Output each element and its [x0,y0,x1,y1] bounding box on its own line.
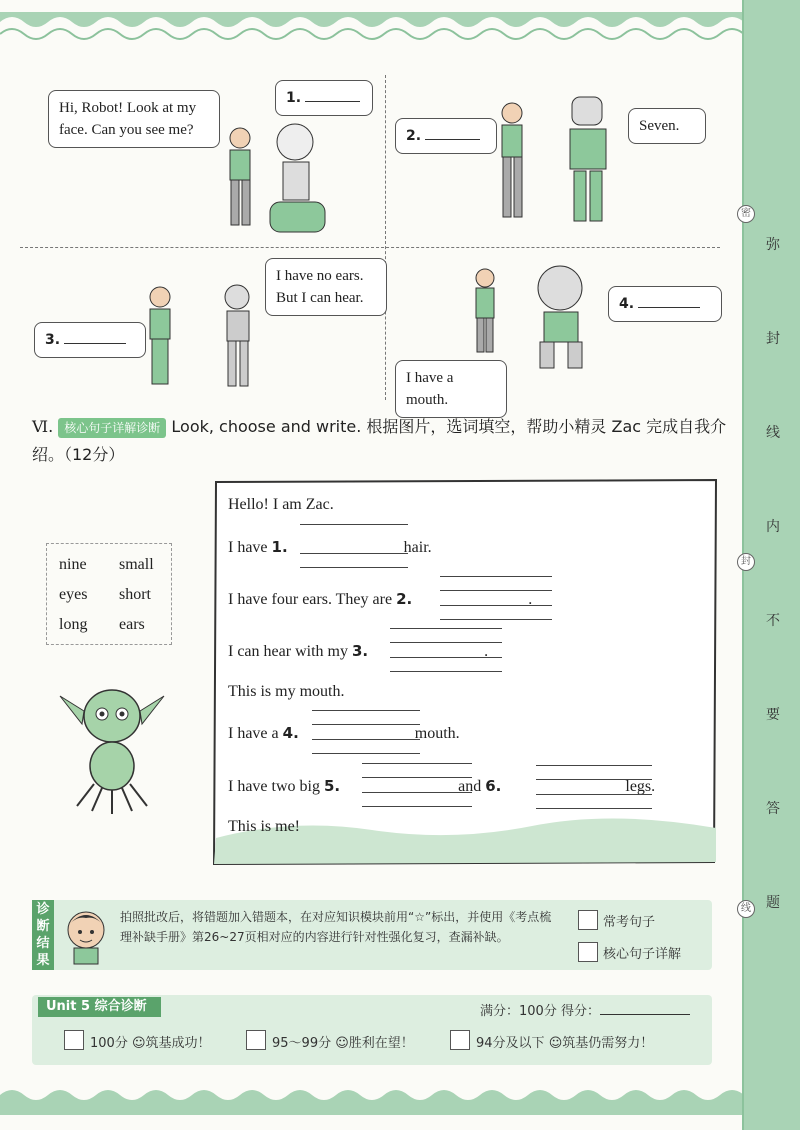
margin-seal-mark: 密 [737,205,755,223]
checkbox-label: 常考句子 [603,915,656,930]
text: 筑基成功！ [145,1036,211,1051]
zac-line-6 [228,724,460,743]
smile-icon: ☺ [548,1036,563,1051]
blank-number: 3. [45,332,61,348]
boy-and-robot-illustration [215,120,335,250]
blank-number: 6. [485,777,502,795]
zac-elf-illustration [52,676,172,816]
text: I have a [228,725,279,742]
diagnosis-instructions: 拍照批改后，将错题加入错题本，在对应知识模块前用“☆”标出，并使用《考点梳理补缺手册》第26~27页相对应的内容进行针对性强化复习，查漏补缺。 [120,910,552,944]
text: . [484,643,489,660]
zac-line-5: This is my mouth. [228,683,345,700]
writing-line [312,739,420,740]
word-small: small [119,556,154,573]
speech-bubble-boy [48,90,220,148]
word-short: short [119,586,151,603]
margin-char: 答 [766,801,780,817]
zac-line-4 [228,642,488,661]
writing-line [312,724,420,725]
blank-number: 5. [323,777,341,795]
text: I have two big [228,778,320,795]
diagnosis-side-label [32,900,54,970]
zac-line-8: This is me! [228,818,300,835]
bubble-text: I have a mouth. [406,370,454,408]
top-wave-border [0,12,742,52]
blank-number: 4. [282,724,299,742]
word-long: long [59,616,88,633]
writing-line [390,657,502,658]
answer-blank-3[interactable] [64,343,126,344]
section-instruction: Look, choose and write. 根据图片，选词填空，帮助小精灵 Zac 完成自我介绍。（12分） [32,417,727,464]
margin-seal-mark: 线 [737,900,755,918]
blank-number: 3. [351,642,369,660]
margin-char: 内 [766,519,780,535]
writing-line [362,777,472,778]
text: and [458,778,482,795]
margin-char: 弥 [766,237,780,253]
blank-number: 1. [286,90,302,106]
blank-number: 4. [619,296,635,312]
answer-bubble-3 [34,322,146,358]
grade-checkbox-95[interactable] [246,1030,266,1050]
writing-line [312,753,420,754]
blank-number: 1. [271,538,288,556]
writing-line [312,710,420,711]
writing-line [440,619,552,620]
text: I can hear with my [228,643,348,660]
text: hair. [403,539,432,556]
text: . [528,591,533,608]
grade-checkbox-94[interactable] [450,1030,470,1050]
writing-line [536,765,652,766]
blank-number: 2. [406,128,422,144]
unit-tag: Unit 5 综合诊断 [38,997,161,1017]
grade-95 [272,1032,414,1051]
score-text: 满分：100分 得分： [480,1004,600,1019]
text: 胜利在望！ [348,1036,414,1051]
text: mouth. [414,725,460,742]
writing-line [440,590,552,591]
bubble-text: I have no ears. But I can hear. [276,268,364,306]
writing-line [300,524,408,525]
panel-divider-horizontal [20,247,720,248]
binding-margin [742,0,800,1130]
margin-char: 题 [766,895,780,911]
margin-seal-mark: 封 [737,553,755,571]
writing-line [300,553,408,554]
section-tag: 核心句子详解诊断 [58,418,166,438]
answer-blank-1[interactable] [305,101,360,102]
word-bank [46,543,172,645]
boy-and-robot-illustration-2 [490,95,620,230]
answer-bubble-1 [275,80,373,116]
grade-100 [90,1032,211,1051]
word-nine: nine [59,556,87,573]
writing-line [536,794,652,795]
section-vi-title [32,413,732,469]
smile-icon: ☺ [131,1036,146,1051]
writing-line [440,576,552,577]
smile-icon: ☺ [335,1036,349,1051]
text: 100分 [90,1036,128,1051]
writing-line [536,808,652,809]
word-eyes: eyes [59,586,88,603]
checkbox-label: 核心句子详解 [603,947,682,962]
margin-char: 线 [766,425,780,441]
score-input[interactable] [600,1014,690,1015]
margin-char: 不 [766,613,780,629]
diagnosis-side-text: 诊断结果 [36,902,50,968]
speech-bubble-robot-seven [628,108,706,144]
writing-line [536,779,652,780]
answer-bubble-2 [395,118,497,154]
zac-line-3 [228,590,532,609]
zac-line-2 [228,538,432,557]
writing-line [300,567,408,568]
blank-number: 2. [396,590,413,608]
child-and-robot-illustration [470,262,610,372]
text: I have four ears. They are [228,591,393,608]
word-ears: ears [119,616,145,633]
girl-and-robot-illustration [135,275,285,395]
writing-line [362,806,472,807]
grade-checkbox-100[interactable] [64,1030,84,1050]
checkbox-core-sentences[interactable] [578,942,598,962]
text: 94分及以下 [476,1036,545,1051]
text: 95～99分 [272,1036,332,1051]
zac-line-1: Hello! I am Zac. [228,496,334,513]
writing-line [362,763,472,764]
answer-bubble-4 [608,286,722,322]
answer-blank-4[interactable] [638,307,700,308]
checkbox-common-sentences[interactable] [578,910,598,930]
bubble-text: Hi, Robot! Look at my face. Can you see me? [59,100,197,138]
panel-divider-vertical [385,75,386,400]
writing-line [440,605,552,606]
text: 筑基仍需努力！ [562,1036,654,1051]
section-number: Ⅵ. [32,417,54,436]
text: legs. [625,778,656,795]
writing-line [362,792,472,793]
writing-line [390,628,502,629]
writing-line [390,671,502,672]
bubble-text: Seven. [639,118,680,134]
score-line [480,1000,690,1019]
margin-char: 封 [766,331,780,347]
bottom-wave-border [0,1075,742,1115]
answer-blank-2[interactable] [425,139,480,140]
writing-line [390,642,502,643]
text: I have [228,539,268,556]
grade-94 [476,1032,653,1051]
student-avatar [60,904,112,966]
margin-char: 要 [766,707,780,723]
